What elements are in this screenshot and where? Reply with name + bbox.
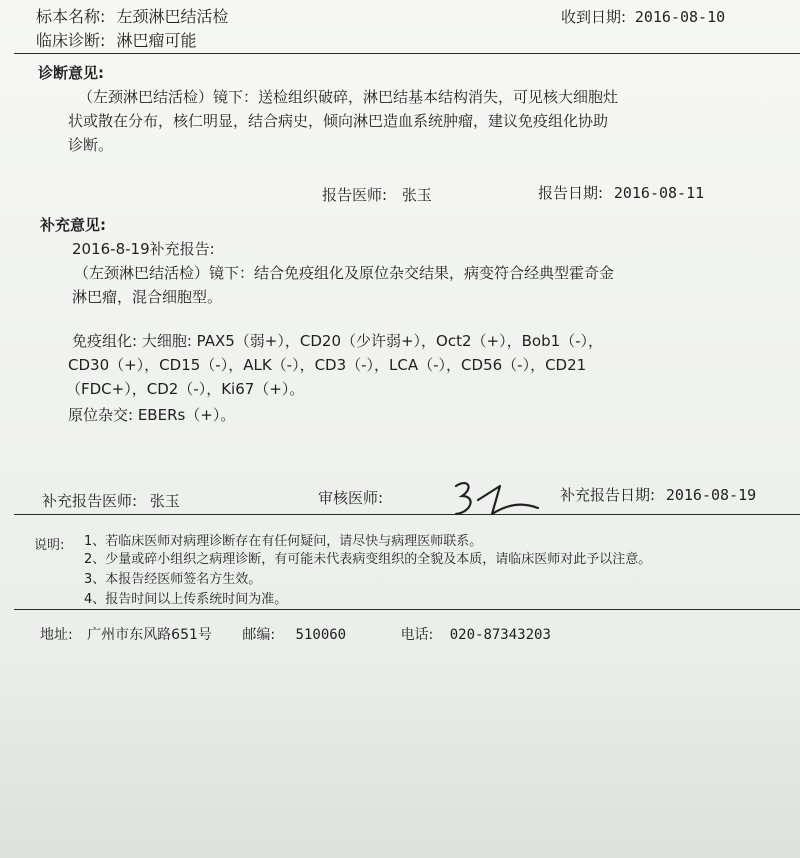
note-item-1: 1、若临床医师对病理诊断存在有任何疑问，请尽快与病理医师联系。 [84,534,483,549]
received-row [561,6,725,27]
report-doctor-value: 张玉 [401,186,432,204]
specimen-value: 左颈淋巴结活检 [116,7,229,26]
diagnosis-line-2: 状或散在分布，核仁明显，结合病史，倾向淋巴造血系统肿瘤，建议免疫组化协助 [68,112,609,130]
clinical-label: 临床诊断: [36,31,106,50]
supp-doctor [42,490,180,511]
report-date-label: 报告日期: [538,184,604,202]
reviewer-label: 审核医师: [318,489,384,507]
ihc-line-1: 免疫组化: 大细胞: PAX5（弱+），CD20（少许弱+），Oct2（+），Bob1（-）， [72,332,604,350]
report-doctor [322,184,432,205]
supp-doctor-value: 张玉 [149,492,180,510]
supplement-heading: 补充意见: [40,216,106,234]
supp-doctor-label: 补充报告医师: [42,492,138,510]
supp-date-label: 补充报告日期: [560,486,656,504]
supplement-line-2: 淋巴瘤，混合细胞型。 [72,288,223,306]
ihc-line-3: （FDC+），CD2（-），Ki67（+）。 [66,380,305,398]
diagnosis-line-3: 诊断。 [68,136,114,154]
ihc-line-2: CD30（+），CD15（-），ALK（-），CD3（-），LCA（-），CD56（-），CD21 [68,356,587,374]
report-date [538,182,704,203]
specimen-row [36,4,229,27]
note-item-4: 4、报告时间以上传系统时间为准。 [84,592,288,607]
ish-line: 原位杂交: EBERs（+）。 [68,406,236,424]
header-divider [14,53,800,54]
supp-date-value: 2016-08-19 [665,486,757,504]
footer-row [40,624,551,644]
address-label: 地址: [40,627,73,643]
notes-label: 说明: [34,538,65,553]
diagnosis-line-1: （左颈淋巴结活检）镜下：送检组织破碎，淋巴结基本结构消失，可见核大细胞灶 [78,88,619,106]
zip-label: 邮编: [242,627,276,643]
diagnosis-heading: 诊断意见: [38,64,104,82]
zip-value: 510060 [295,627,347,643]
reviewer-signature [448,474,548,534]
supplement-line-1: （左颈淋巴结活检）镜下：结合免疫组化及原位杂交结果，病变符合经典型霍奇金 [74,264,615,282]
received-label: 收到日期: [561,8,627,26]
received-value: 2016-08-10 [634,8,726,26]
signature-divider [14,514,800,515]
footer-divider [14,609,800,610]
supplement-date-line: 2016-8-19补充报告: [72,240,215,258]
clinical-value: 淋巴瘤可能 [116,31,197,50]
report-doctor-label: 报告医师: [322,186,388,204]
phone-label: 电话: [400,627,434,643]
paper-shadow [0,658,800,858]
specimen-label: 标本名称: [36,7,106,26]
note-item-3: 3、本报告经医师签名方生效。 [84,572,262,587]
clinical-row [36,28,197,51]
address-value: 广州市东风路651号 [87,627,212,643]
phone-value: 020-87343203 [449,627,551,643]
report-date-value: 2016-08-11 [613,184,705,202]
note-item-2: 2、少量或碎小组织之病理诊断，有可能未代表病变组织的全貌及本质，请临床医师对此予以注意。 [84,552,652,567]
supp-date [560,484,756,505]
